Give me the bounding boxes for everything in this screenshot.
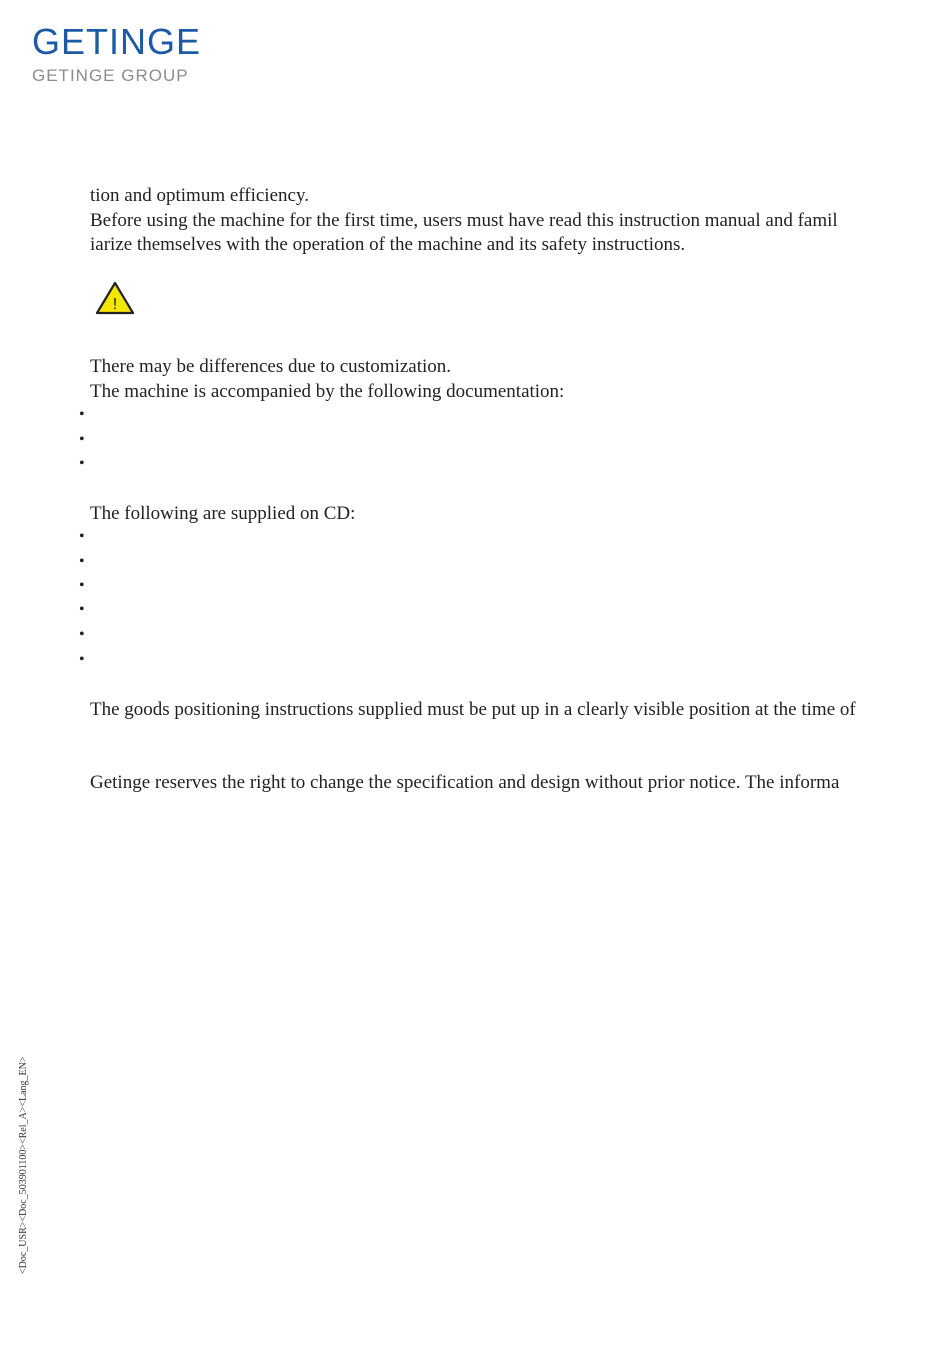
document-id-label: <Doc_USR><Doc_503901100><Rel_A><Lang_EN>	[18, 1056, 29, 1274]
list-bullet: •	[79, 431, 85, 448]
list-bullet: •	[79, 553, 85, 570]
list-bullet: •	[79, 577, 85, 594]
text-line-getinge-reserves: Getinge reserves the right to change the specification and design without prior notice. The informa	[90, 772, 840, 793]
brand-group: GETINGE GROUP	[32, 66, 189, 85]
text-line-customization: There may be differences due to customization.	[90, 356, 452, 377]
getinge-logo	[32, 21, 202, 86]
svg-text:!: !	[112, 296, 118, 313]
text-line-before-using: Before using the machine for the first time, users must have read this instruction manual and famil	[90, 210, 838, 231]
text-line-goods-positioning: The goods positioning instructions supplied must be put up in a clearly visible position at the time of	[90, 699, 856, 720]
text-line-efficiency: tion and optimum efficiency.	[90, 185, 309, 206]
list-bullet: •	[79, 651, 85, 668]
list-bullet: •	[79, 626, 85, 643]
list-bullet: •	[79, 406, 85, 423]
brand-name: GETINGE	[32, 21, 202, 62]
text-line-documentation: The machine is accompanied by the following documentation:	[90, 381, 565, 402]
warning-triangle-icon	[95, 281, 135, 315]
list-bullet: •	[79, 455, 85, 472]
text-line-supplied-on-cd: The following are supplied on CD:	[90, 503, 356, 524]
text-line-familiarize: iarize themselves with the operation of the machine and its safety instructions.	[90, 234, 686, 255]
list-bullet: •	[79, 528, 85, 545]
list-bullet: •	[79, 601, 85, 618]
